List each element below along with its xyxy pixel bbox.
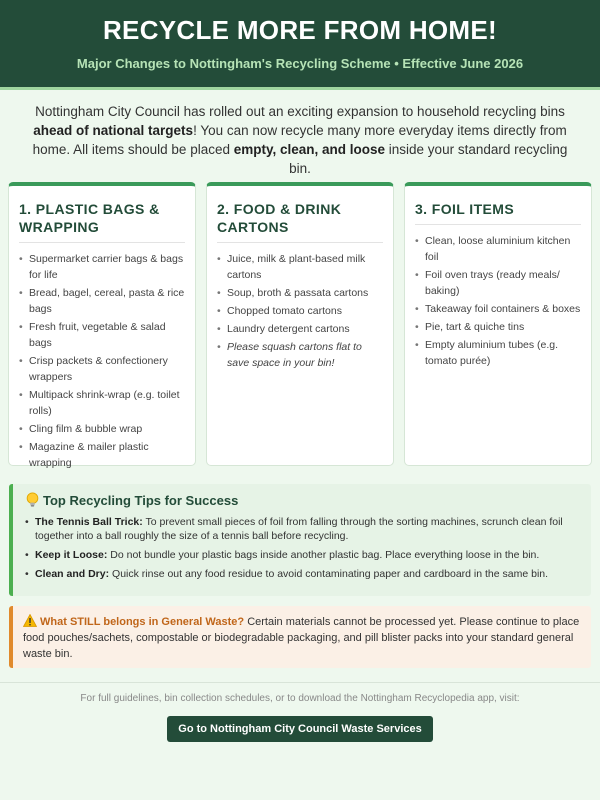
tip-text: Do not bundle your plastic bags inside another plastic bag. Place everything loose in the bin. (107, 549, 540, 561)
carton-note: • Please squash cartons flat to save space in your bin! (217, 339, 383, 371)
list-item: • Juice, milk & plant-based milk cartons (217, 251, 383, 283)
waste-services-button[interactable]: Go to Nottingham City Council Waste Services (167, 716, 432, 742)
warning-text: Certain materials cannot be processed yet. Please continue to place food pouches/sachets, compostable or biodegradable packaging, and pill blister packs into your standard general waste bin. (23, 616, 580, 660)
intro-text: inside your standard recycling bin. (289, 142, 568, 176)
category-card-foil (404, 182, 592, 466)
list-item: • Magazine & mailer plastic wrapping (19, 439, 185, 471)
tips-box (9, 484, 591, 596)
lightbulb-icon (25, 492, 40, 508)
list-item: • Cling film & bubble wrap (19, 421, 185, 437)
general-waste-warning (9, 606, 591, 668)
warning-icon (23, 614, 37, 627)
list-item: • Foil oven trays (ready meals/ baking) (415, 267, 581, 299)
tip-item (25, 548, 581, 562)
category-card-cartons (206, 182, 394, 466)
list-item: • Multipack shrink-wrap (e.g. toilet rolls) (19, 387, 185, 419)
intro-emphasis: empty, clean, and loose (233, 142, 386, 157)
page-footer (0, 682, 600, 800)
intro-text: ! You can now recycle many more everyday items directly from home. All items should be placed (32, 123, 567, 157)
category-columns (0, 182, 600, 469)
tip-item (25, 567, 581, 581)
tip-label: Clean and Dry: (35, 568, 110, 580)
page-title: RECYCLE MORE FROM HOME! (102, 15, 497, 45)
tip-item (25, 515, 581, 543)
intro-emphasis: ahead of national targets (33, 123, 194, 138)
list-item: • Crisp packets & confectionery wrappers (19, 353, 185, 385)
intro-paragraph (0, 90, 600, 182)
list-item: • Chopped tomato cartons (217, 303, 383, 319)
tip-text: To prevent small pieces of foil from falling through the sorting machines, scrunch clean foil together into a ball roughly the size of a tennis ball before recycling. (35, 516, 563, 542)
list-item: • Supermarket carrier bags & bags for life (19, 251, 185, 283)
category-list (217, 251, 383, 371)
category-title: 3. FOIL ITEMS (415, 196, 581, 225)
tips-list (25, 515, 581, 581)
category-list (415, 233, 581, 369)
list-item: • Pie, tart & quiche tins (415, 319, 581, 335)
tip-text: Quick rinse out any food residue to avoid contaminating paper and cardboard in the same bin. (109, 568, 549, 580)
category-title: 1. PLASTIC BAGS & WRAPPING (19, 196, 185, 243)
page-header (0, 0, 600, 90)
category-title: 2. FOOD & DRINK CARTONS (217, 196, 383, 243)
tips-heading (25, 492, 581, 510)
footer-text: For full guidelines, bin collection schedules, or to download the Nottingham Recyclopedia app, visit: (80, 693, 520, 704)
list-item: • Empty aluminium tubes (e.g. tomato purée) (415, 337, 581, 369)
list-item: • Fresh fruit, vegetable & salad bags (19, 319, 185, 351)
page-subtitle: Major Changes to Nottingham's Recycling Scheme • Effective June 2026 (76, 56, 524, 71)
intro-text: Nottingham City Council has rolled out an exciting expansion to household recycling bins (35, 104, 565, 119)
tip-label: Keep it Loose: (35, 549, 108, 561)
list-item: • Clean, loose aluminium kitchen foil (415, 233, 581, 265)
tip-label: The Tennis Ball Trick: (35, 516, 143, 528)
warning-label: What STILL belongs in General Waste? (40, 616, 245, 628)
category-card-plastic (8, 182, 196, 469)
list-item: • Bread, bagel, cereal, pasta & rice bags (19, 285, 185, 317)
tips-title: Top Recycling Tips for Success (43, 493, 239, 508)
category-list (19, 251, 185, 471)
list-item: • Soup, broth & passata cartons (217, 285, 383, 301)
list-item: • Takeaway foil containers & boxes (415, 301, 581, 317)
list-item: • Laundry detergent cartons (217, 321, 383, 337)
